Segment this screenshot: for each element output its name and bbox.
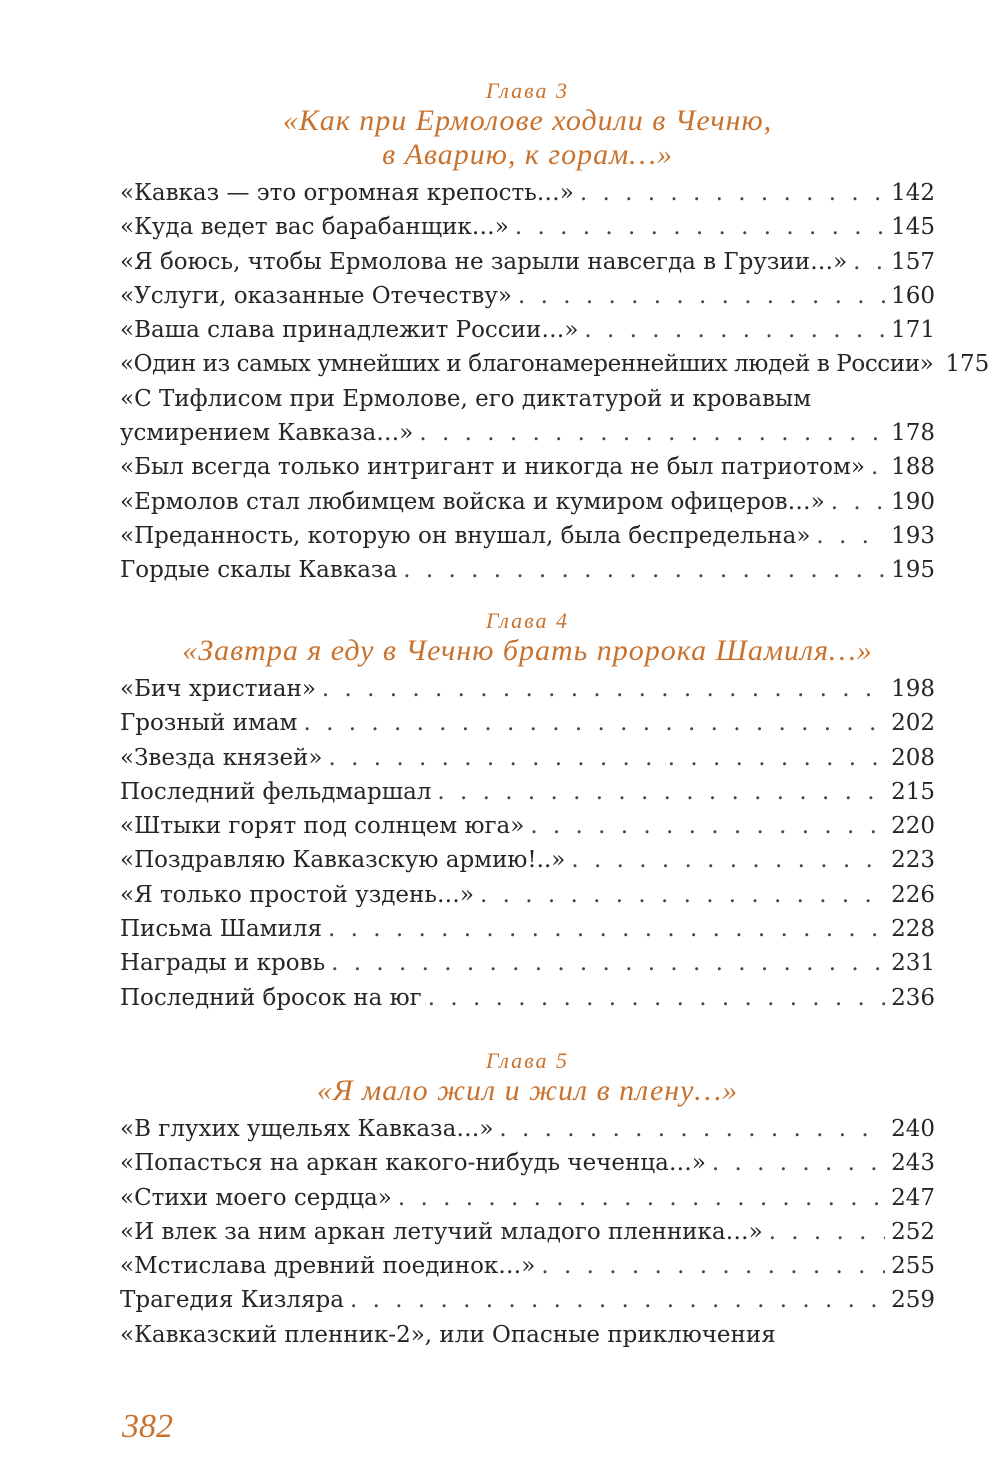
chapter-title: «Завтра я еду в Чечню брать пророка Шамиля…» [182,634,873,667]
entry-page: 240 [891,1116,935,1142]
toc-entry[interactable] [120,1249,935,1283]
toc-entry[interactable] [120,912,935,946]
toc-entry[interactable] [120,347,990,381]
entry-page: 190 [891,488,935,515]
toc-entry[interactable] [120,1112,935,1146]
entry-page: 247 [891,1184,935,1211]
entry-page: 223 [891,847,935,874]
toc-list [120,176,990,588]
toc-entry[interactable] [120,946,935,980]
dot-leader [853,245,885,279]
dot-leader [580,176,885,210]
entry-title: «Попасться на аркан какого-нибудь чеченца…» [120,1150,706,1177]
entry-page: 178 [891,420,935,447]
entry-page: 193 [891,522,935,549]
entry-title: усмирением Кавказа…» [120,420,414,447]
dot-leader [515,210,885,244]
toc-entry[interactable] [120,245,935,279]
dot-leader [769,1215,885,1249]
entry-page: 236 [891,984,935,1011]
toc-entry[interactable] [120,1146,935,1180]
toc-entry[interactable] [120,485,935,519]
entry-title: Письма Шамиля [120,916,323,943]
entry-page: 220 [891,813,935,840]
dot-leader [322,672,885,706]
toc-entry[interactable] [120,1181,935,1215]
entry-title: «Ермолов стал любимцем войска и кумиром офицеров…» [120,488,825,515]
entry-title: «Услуги, оказанные Отечеству» [120,282,512,309]
chapter-number: Глава 5 [485,1048,570,1073]
dot-leader [571,843,885,877]
toc-list [120,672,935,1015]
entry-page: 195 [891,557,935,584]
chapter-3 [120,78,990,588]
dot-leader [303,706,885,740]
chapter-title: «Я мало жил и жил в плену…» [316,1074,739,1107]
entry-page: 198 [891,676,935,702]
dot-leader [437,775,885,809]
entry-page: 188 [891,454,935,481]
entry-title: «В глухих ущельях Кавказа…» [120,1116,494,1142]
entry-page: 255 [891,1253,935,1280]
dot-leader [331,946,885,980]
entry-title: «Звезда князей» [120,744,323,771]
entry-title: «Куда ведет вас барабанщик…» [120,214,509,241]
entry-title: «И влек за ним аркан летучий младого пленника…» [120,1218,763,1245]
dot-leader [350,1283,885,1317]
dot-leader [584,313,885,347]
toc-entry[interactable] [120,775,935,809]
chapter-4 [120,608,935,1015]
toc-entry[interactable] [120,809,935,843]
entry-title: Награды и кровь [120,950,326,977]
entry-page: 243 [891,1150,935,1177]
entry-title: «Преданность, которую он внушал, была беспредельна» [120,522,811,549]
toc-entry-first-line[interactable]: «Кавказский пленник-2», или Опасные приключения [120,1321,776,1348]
toc-entry[interactable] [120,279,935,313]
entry-title: Трагедия Кизляра [120,1287,344,1314]
entry-page: 215 [891,778,935,805]
dot-leader [816,519,885,553]
entry-title: «Поздравляю Кавказскую армию!..» [120,847,566,874]
entry-title: «Ваша слава принадлежит России…» [120,317,579,344]
entry-title: Грозный имам [120,710,298,737]
dot-leader [499,1112,885,1146]
toc-entry[interactable] [120,741,935,775]
toc-entry[interactable] [120,878,935,912]
entry-title: «Я только простой уздень…» [120,881,474,908]
dot-leader [419,416,885,450]
entry-page: 175 [945,351,990,378]
dot-leader [712,1146,885,1180]
entry-page: 142 [891,180,935,206]
toc-entry[interactable] [120,843,935,877]
entry-title: Последний фельдмаршал [120,778,432,805]
chapter-number: Глава 3 [485,78,570,103]
entry-page: 252 [891,1218,935,1245]
entry-title: «Штыки горят под солнцем юга» [120,813,525,840]
toc-entry-first-line[interactable]: «С Тифлисом при Ермолове, его диктатурой и кровавым [120,385,812,412]
chapter-title-line2: в Аварию, к горам…» [382,138,673,171]
dot-leader [541,1249,885,1283]
entry-page: 231 [891,950,935,977]
toc-entry[interactable] [120,981,935,1015]
entry-title: «Бич христиан» [120,676,316,702]
toc-entry[interactable] [120,1215,935,1249]
dot-leader [428,981,885,1015]
entry-title: Последний бросок на юг [120,984,422,1011]
toc-entry[interactable] [120,553,935,587]
entry-title: «Один из самых умнейших и благонамереннейших людей в России» [120,351,934,378]
entry-page: 208 [891,744,935,771]
entry-page: 259 [891,1287,935,1314]
chapter-number: Глава 4 [485,608,570,633]
toc-entry[interactable] [120,519,935,553]
dot-leader [328,741,885,775]
page-number: 382 [122,1408,173,1445]
entry-page: 171 [891,317,935,344]
dot-leader [518,279,885,313]
entry-title: «Был всегда только интригант и никогда не был патриотом» [120,454,865,481]
toc-entry[interactable] [120,416,935,450]
entry-page: 202 [891,710,935,737]
toc-entry[interactable] [120,176,935,210]
toc-entry[interactable] [120,210,935,244]
dot-leader [871,450,885,484]
dot-leader [328,912,885,946]
toc-list [120,1112,935,1352]
entry-page: 226 [891,881,935,908]
chapter-title: «Как при Ермолове ходили в Чечню, [282,104,773,137]
entry-title: «Я боюсь, чтобы Ермолова не зарыли навсегда в Грузии…» [120,248,848,275]
entry-title: «Кавказ — это огромная крепость…» [120,180,574,206]
chapter-5 [120,1048,935,1352]
dot-leader [480,878,885,912]
entry-title: Гордые скалы Кавказа [120,557,398,584]
dot-leader [530,809,885,843]
entry-page: 228 [891,916,935,943]
entry-page: 145 [891,214,935,241]
dot-leader [398,1181,885,1215]
toc-entry[interactable] [120,313,935,347]
toc-entry[interactable] [120,450,935,484]
entry-title: «Стихи моего сердца» [120,1184,392,1211]
entry-page: 160 [891,282,935,309]
toc-entry[interactable] [120,706,935,740]
toc-entry[interactable] [120,672,935,706]
entry-page: 157 [891,248,935,275]
dot-leader [831,485,885,519]
entry-title: «Мстислава древний поединок…» [120,1253,536,1280]
dot-leader [403,553,885,587]
toc-entry[interactable] [120,1283,935,1317]
